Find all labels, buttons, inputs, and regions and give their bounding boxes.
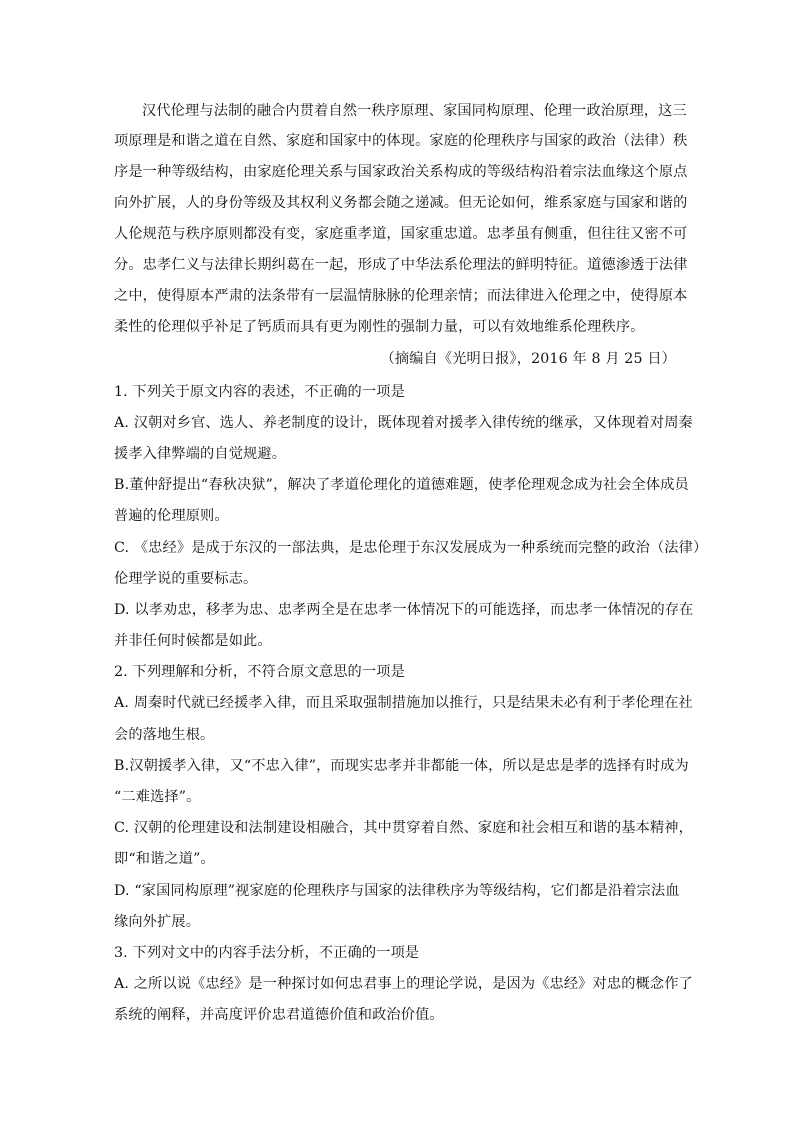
passage-line: 柔性的伦理似乎补足了钙质而具有更为刚性的强制力量，可以有效地维系伦理秩序。 [114, 319, 645, 335]
option-line: “二难选择”。 [114, 789, 201, 805]
option-line: D. 以孝劝忠，移孝为忠、忠孝两全是在忠孝一体情况下的可能选择，而忠孝一体情况的存在 [114, 602, 694, 618]
question-stem: 2. 下列理解和分析，不符合原文意思的一项是 [114, 664, 405, 680]
question-stem: 1. 下列关于原文内容的表述，不正确的一项是 [114, 384, 405, 400]
option-line: 并非任何时候都是如此。 [114, 633, 272, 649]
option-line: 普遍的伦理原则。 [114, 508, 229, 524]
question-stem: 3. 下列对文中的内容手法分析，不正确的一项是 [114, 945, 420, 961]
option-line: 系统的阐释，并高度评价忠君道德价值和政治价值。 [114, 1007, 444, 1023]
passage-source: （摘编自《光明日报》，2016 年 8 月 25 日） [380, 351, 676, 367]
option-line: B.汉朝援孝入律，又“不忠入律”，而现实忠孝并非都能一体，所以是忠是孝的选择有时成为 [114, 758, 689, 774]
option-line: D. “家国同构原理”视家庭的伦理秩序与国家的法律秩序为等级结构，它们都是沿着宗法血 [114, 883, 680, 899]
passage-line: 项原理是和谐之道在自然、家庭和国家中的体现。家庭的伦理秩序与国家的政治（法律）秩 [114, 133, 688, 149]
option-line: A. 之所以说《忠经》是一种探讨如何忠君事上的理论学说，是因为《忠经》对忠的概念作了 [114, 976, 693, 992]
option-line: 伦理学说的重要标志。 [114, 571, 258, 587]
option-line: B.董仲舒提出“春秋决狱”，解决了孝道伦理化的道德难题，使孝伦理观念成为社会全体成员 [114, 477, 689, 493]
option-line: 援孝入律弊端的自觉规避。 [114, 446, 287, 462]
option-line: A. 周秦时代就已经援孝入律，而且采取强制措施加以推行，只是结果未必有利于孝伦理在社 [114, 695, 693, 711]
passage-line: 向外扩展，人的身份等级及其权利义务都会随之递减。但无论如何，维系家庭与国家和谐的 [114, 195, 688, 211]
option-line: C. 《忠经》是成于东汉的一部法典，是忠伦理于东汉发展成为一种系统而完整的政治（法律） [114, 540, 708, 556]
passage-line: 之中，使得原本严肃的法条带有一层温情脉脉的伦理亲情；而法律进入伦理之中，使得原本 [114, 288, 688, 304]
option-line: A. 汉朝对乡官、选人、养老制度的设计，既体现着对援孝入律传统的继承，又体现着对周秦 [114, 415, 693, 431]
passage-line: 汉代伦理与法制的融合内贯着自然一秩序原理、家国同构原理、伦理一政治原理，这三 [142, 103, 687, 119]
passage-line: 分。忠孝仁义与法律长期纠葛在一起，形成了中华法系伦理法的鲜明特征。道德渗透于法律 [114, 257, 688, 273]
option-line: C. 汉朝的伦理建设和法制建设相融合，其中贯穿着自然、家庭和社会相互和谐的基本精神， [114, 820, 693, 836]
passage-line: 序是一种等级结构，由家庭伦理关系与国家政治关系构成的等级结构沿着宗法血缘这个原点 [114, 164, 688, 180]
option-line: 即“和谐之道”。 [114, 851, 215, 867]
option-line: 缘向外扩展。 [114, 914, 201, 930]
option-line: 会的落地生根。 [114, 727, 215, 743]
passage-line: 人伦规范与秩序原则都没有变，家庭重孝道，国家重忠道。忠孝虽有侧重，但往往又密不可 [114, 226, 688, 242]
